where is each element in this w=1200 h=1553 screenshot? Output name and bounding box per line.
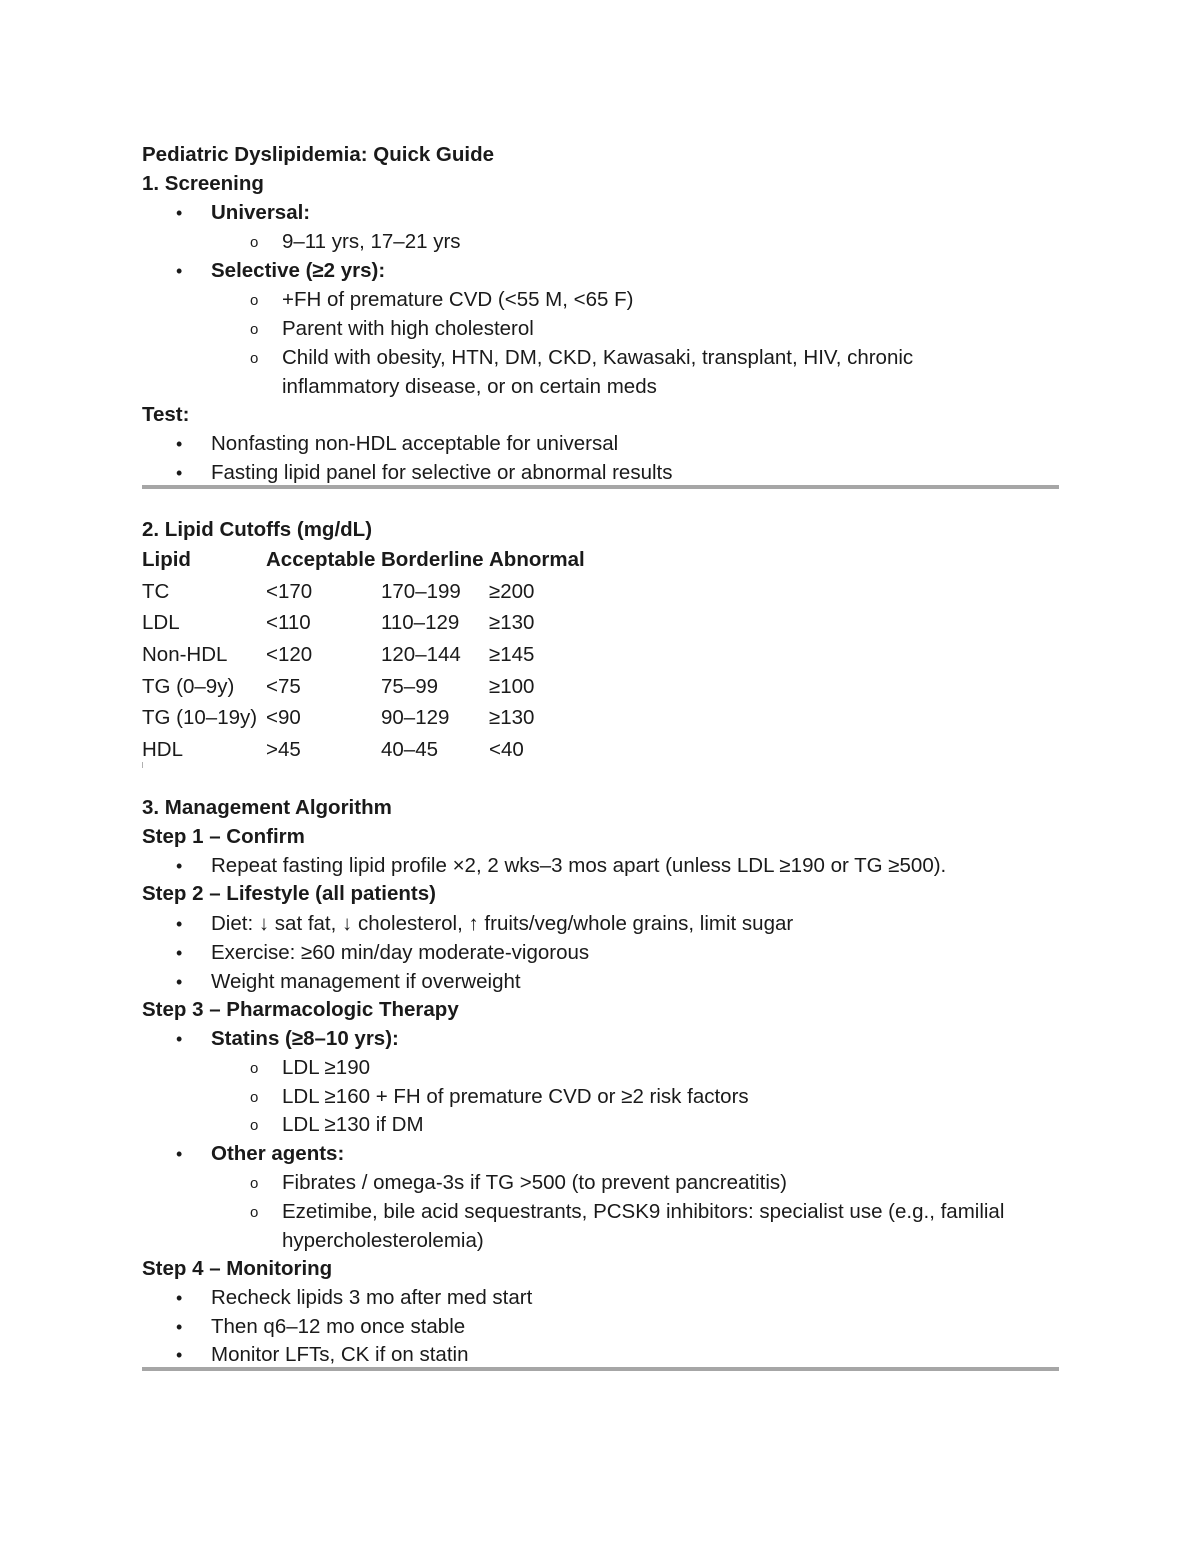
table-cell: ≥145 [489,643,535,666]
section-heading-screening: 1. Screening [142,172,264,195]
table-cell: ≥100 [489,675,535,698]
other-agents-item: Fibrates / omega-3s if TG >500 (to prevent pancreatitis) [282,1171,787,1194]
test-label: Test: [142,403,190,426]
sub-bullet-icon: o [250,1204,259,1221]
step-2-item: Exercise: ≥60 min/day moderate-vigorous [211,941,590,964]
statins-item: LDL ≥190 [282,1056,370,1079]
sub-bullet-icon: o [250,321,259,338]
bullet-icon: • [176,203,183,223]
step-2-item: Weight management if overweight [211,970,521,993]
step-2-item: Diet: ↓ sat fat, ↓ cholesterol, ↑ fruits/veg/whole grains, limit sugar [211,912,794,935]
column-header: Borderline [381,548,484,571]
bullet-icon: • [176,856,183,876]
sub-bullet-icon: o [250,1089,259,1106]
bullet-icon: • [176,1144,183,1164]
bullet-icon: • [176,1345,183,1365]
sub-bullet-icon: o [250,1060,259,1077]
table-end-mark [142,762,143,768]
sub-bullet-icon: o [250,350,259,367]
table-cell: 170–199 [381,580,461,603]
step-4-item: Recheck lipids 3 mo after med start [211,1286,533,1309]
table-cell: <90 [266,706,301,729]
column-header: Abnormal [489,548,585,571]
table-cell: <170 [266,580,313,603]
table-cell: HDL [142,738,184,761]
universal-item: 9–11 yrs, 17–21 yrs [282,230,461,253]
selective-item-continued: inflammatory disease, or on certain meds [282,375,657,398]
test-item: Fasting lipid panel for selective or abnormal results [211,461,673,484]
table-cell: ≥130 [489,611,535,634]
test-item: Nonfasting non-HDL acceptable for universal [211,432,619,455]
other-agents-item: Ezetimibe, bile acid sequestrants, PCSK9 inhibitors: specialist use (e.g., familial [282,1200,1005,1223]
sub-bullet-icon: o [250,234,259,251]
step-4-item: Then q6–12 mo once stable [211,1315,466,1338]
bullet-icon: • [176,943,183,963]
table-cell: TC [142,580,170,603]
bullet-icon: • [176,1317,183,1337]
step-3-label: Step 3 – Pharmacologic Therapy [142,998,459,1021]
column-header: Lipid [142,548,191,571]
step-1-item: Repeat fasting lipid profile ×2, 2 wks–3 mos apart (unless LDL ≥190 or TG ≥500). [211,854,947,877]
table-cell: ≥130 [489,706,535,729]
universal-label: Universal: [211,201,311,224]
step-2-label: Step 2 – Lifestyle (all patients) [142,882,436,905]
bullet-icon: • [176,434,183,454]
bullet-icon: • [176,1029,183,1049]
table-cell: 120–144 [381,643,461,666]
statins-item: LDL ≥130 if DM [282,1113,424,1136]
table-cell: 110–129 [381,611,460,634]
section-heading-management: 3. Management Algorithm [142,796,392,819]
table-cell: <75 [266,675,301,698]
table-cell: 40–45 [381,738,439,761]
step-4-item: Monitor LFTs, CK if on statin [211,1343,469,1366]
section-heading-cutoffs: 2. Lipid Cutoffs (mg/dL) [142,518,373,541]
step-1-label: Step 1 – Confirm [142,825,305,848]
table-cell: <110 [266,611,311,634]
table-cell: 90–129 [381,706,450,729]
sub-bullet-icon: o [250,1117,259,1134]
table-cell: TG (10–19y) [142,706,258,729]
other-agents-label: Other agents: [211,1142,345,1165]
table-cell: 75–99 [381,675,439,698]
sub-bullet-icon: o [250,1175,259,1192]
selective-item: Parent with high cholesterol [282,317,534,340]
table-cell: <40 [489,738,524,761]
table-cell: ≥200 [489,580,535,603]
selective-label: Selective (≥2 yrs): [211,259,386,282]
step-4-label: Step 4 – Monitoring [142,1257,333,1280]
statins-item: LDL ≥160 + FH of premature CVD or ≥2 risk factors [282,1085,749,1108]
statins-label: Statins (≥8–10 yrs): [211,1027,399,1050]
bullet-icon: • [176,914,183,934]
column-header: Acceptable [266,548,376,571]
table-cell: <120 [266,643,313,666]
selective-item: +FH of premature CVD (<55 M, <65 F) [282,288,634,311]
table-cell: LDL [142,611,180,634]
selective-item: Child with obesity, HTN, DM, CKD, Kawasaki, transplant, HIV, chronic [282,346,914,369]
bullet-icon: • [176,1288,183,1308]
bullet-icon: • [176,261,183,281]
page-title: Pediatric Dyslipidemia: Quick Guide [142,143,495,166]
bullet-icon: • [176,972,183,992]
table-cell: Non-HDL [142,643,228,666]
other-agents-item-continued: hypercholesterolemia) [282,1229,484,1252]
section-divider [142,485,1059,489]
table-cell: TG (0–9y) [142,675,235,698]
sub-bullet-icon: o [250,292,259,309]
section-divider [142,1367,1059,1371]
table-cell: >45 [266,738,301,761]
bullet-icon: • [176,463,183,483]
